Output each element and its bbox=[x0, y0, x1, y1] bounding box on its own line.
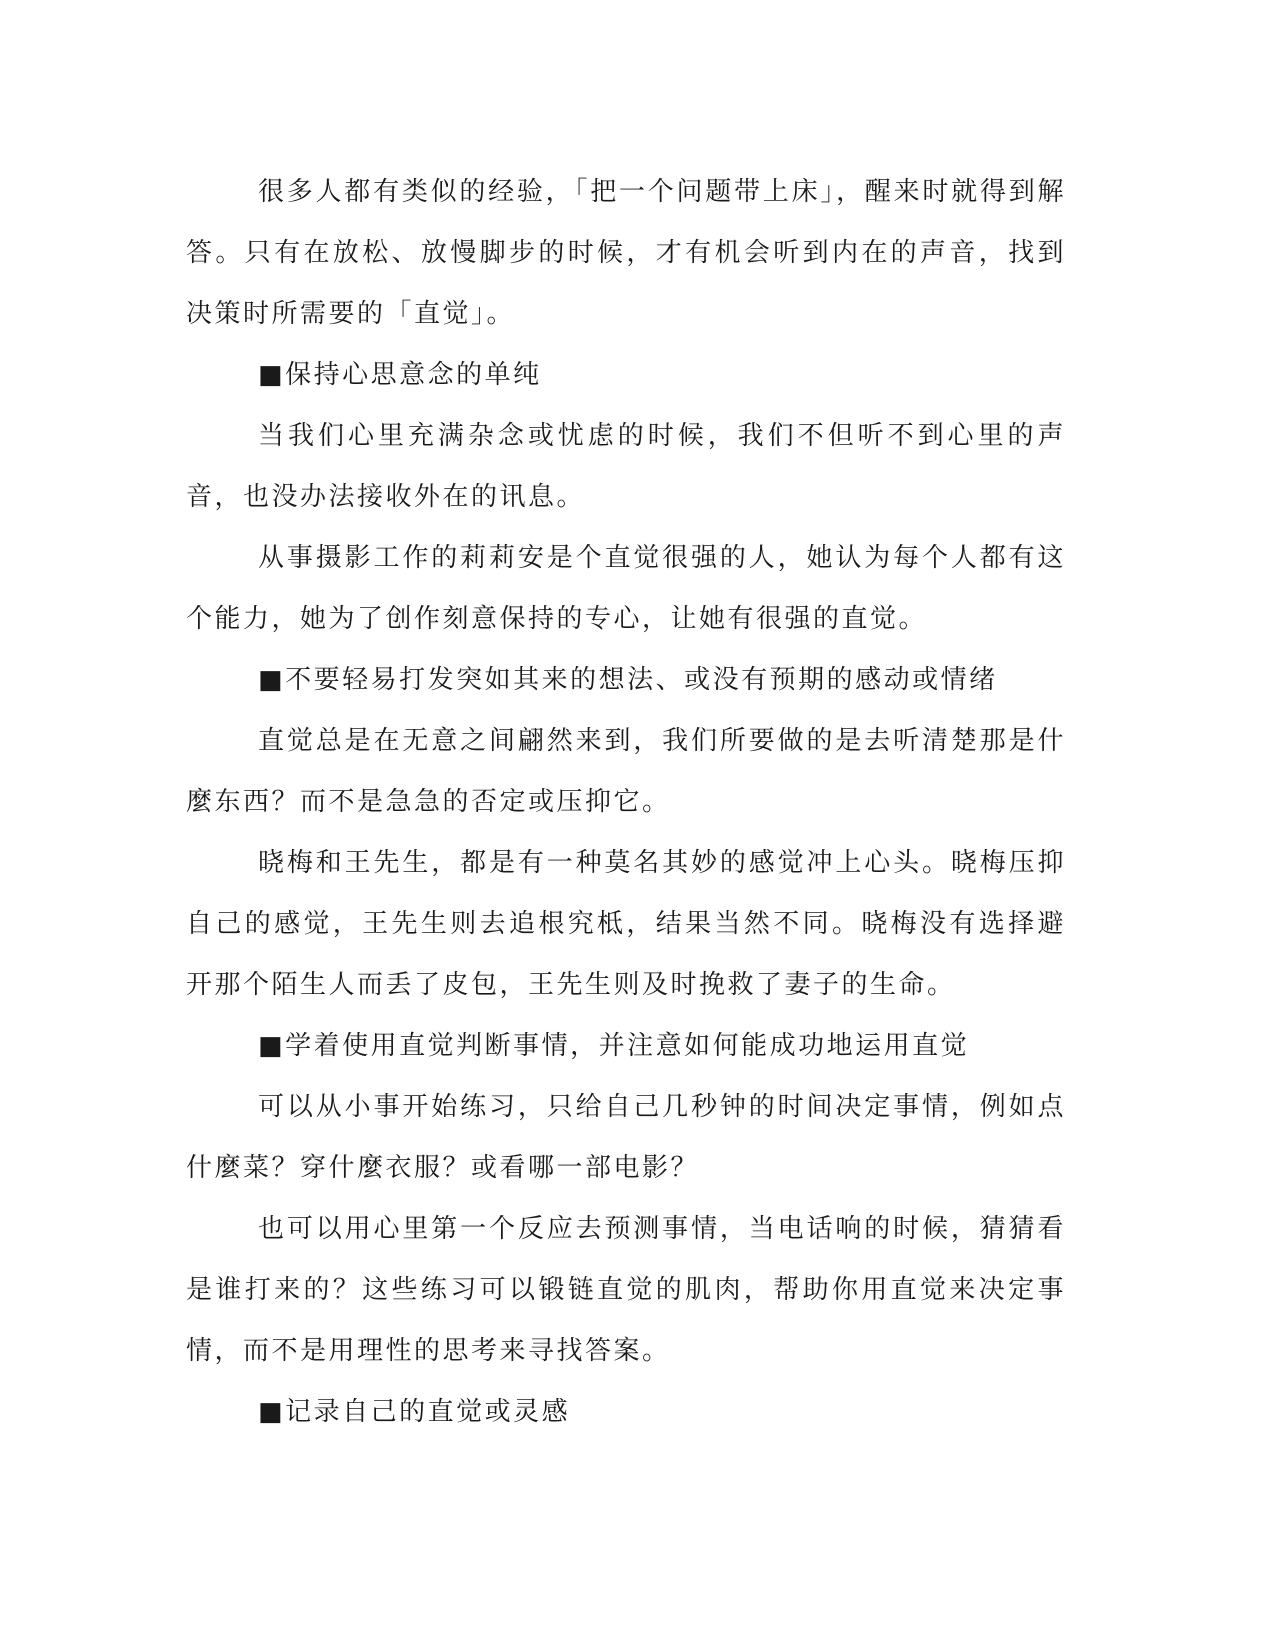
paragraph-xiaomei-and-wang: 晓梅和王先生，都是有一种莫名其妙的感觉冲上心头。晓梅压抑自己的感觉，王先生则去追根究柢，结果当然不同。晓梅没有选择避开那个陌生人而丢了皮包，王先生则及时挽救了妻子的生命。 bbox=[186, 848, 1066, 1000]
heading-dont-dismiss-thoughts: ■不要轻易打发突如其来的想法、或没有预期的感动或情绪 bbox=[258, 665, 998, 695]
paragraph-practice-small-things: 可以从小事开始练习，只给自己几秒钟的时间决定事情，例如点什麼菜？穿什麼衣服？或看哪一部电影？ bbox=[186, 1092, 1066, 1183]
document-body bbox=[186, 162, 1066, 1443]
heading-keep-mind-simple: ■保持心思意念的单纯 bbox=[258, 360, 542, 390]
heading-record-intuition: ■记录自己的直觉或灵感 bbox=[258, 1397, 571, 1427]
heading-use-intuition-to-judge: ■学着使用直觉判断事情，并注意如何能成功地运用直觉 bbox=[258, 1031, 970, 1061]
paragraph-first-reaction: 也可以用心里第一个反应去预测事情，当电话响的时候，猜猜看是谁打来的？这些练习可以锻链直觉的肌肉，帮助你用直觉来决定事情，而不是用理性的思考来寻找答案。 bbox=[186, 1214, 1066, 1366]
paragraph-sleep-on-problem: 很多人都有类似的经验，「把一个问题带上床」，醒来时就得到解答。只有在放松、放慢脚步的时候，才有机会听到内在的声音，找到决策时所需要的「直觉」。 bbox=[186, 177, 1066, 329]
paragraph-distracting-thoughts: 当我们心里充满杂念或忧虑的时候，我们不但听不到心里的声音，也没办法接收外在的讯息。 bbox=[186, 421, 1066, 512]
paragraph-photographer-lillian: 从事摄影工作的莉莉安是个直觉很强的人，她认为每个人都有这个能力，她为了创作刻意保持的专心，让她有很强的直觉。 bbox=[186, 543, 1066, 634]
paragraph-intuition-arrives: 直觉总是在无意之间翩然来到，我们所要做的是去听清楚那是什麼东西？而不是急急的否定或压抑它。 bbox=[186, 726, 1066, 817]
